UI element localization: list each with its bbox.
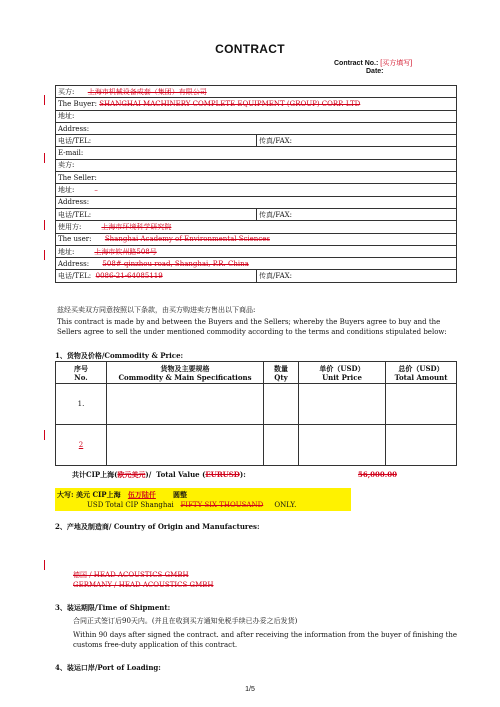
seller-en: The Seller: (56, 172, 457, 184)
col-unit-price-en: Unit Price (322, 372, 362, 382)
section-4-title: 4、装运口岸/Port of Loading: (55, 663, 161, 672)
user-en-value: Shanghai Academy of Environmental Sciences (104, 235, 270, 244)
row-total (386, 425, 457, 466)
col-total-header (386, 362, 457, 384)
section-3-title: 3、装运期限/Time of Shipment: (55, 603, 171, 612)
col-qty-header (264, 362, 299, 384)
row-commodity (107, 384, 264, 425)
intro-en: This contract is made by and between the Buyers and the Sellers; whereby the Buyers agree to buy and the Sellers agree to sell the under mentioned commodity according to the terms and conditions stipulated below: (57, 318, 447, 336)
col-unit-price-header (299, 362, 386, 384)
contract-date-label: Date: (366, 68, 384, 75)
col-no-header (56, 362, 107, 384)
row-qty (264, 425, 299, 466)
seller-address-cn-label: 地址: (58, 186, 75, 195)
row-no: 2 (56, 425, 107, 466)
buyer-en-row (56, 98, 457, 110)
page-number: 1/5 (245, 686, 255, 693)
row-total (386, 384, 457, 425)
row-qty (264, 384, 299, 425)
row-unit-price (299, 425, 386, 466)
revision-bar (44, 560, 45, 570)
user-tel-value: 0086-21-64085119 (95, 272, 163, 281)
origin-en: GERMANY / HEAD ACOUSTICS GMBH (73, 581, 214, 589)
contract-no (334, 58, 412, 68)
col-total-en: Total Amount (394, 372, 448, 382)
section-1-title: 1、货物及价格/Commodity & Price: (55, 351, 184, 360)
buyer-en-label: The Buyer: (58, 99, 97, 108)
total-amount: 56,000.00 (358, 470, 397, 479)
row-no: 1. (56, 384, 107, 425)
total-label-cn: 共计CIP上海 (72, 470, 115, 479)
col-qty-cn: 数量 (274, 363, 288, 373)
revision-bar (44, 430, 45, 440)
table-row (56, 425, 457, 466)
user-cn-value: 上海市环境科学研究院 (101, 222, 172, 231)
total-label-en: Total Value (156, 470, 200, 479)
user-address-cn-value: 上海市钦州路508号 (94, 247, 157, 256)
intro-cn: 兹经买卖双方同意按照以下条款，由买方购进卖方售出以下商品: (57, 306, 256, 314)
contract-no-label: Contract No.: (334, 60, 379, 67)
col-commodity-en: Commodity & Main Specifications (118, 372, 252, 382)
user-en-label: The user: (58, 235, 92, 244)
revision-bar (44, 153, 45, 163)
col-unit-price-cn: 单价（USD） (319, 363, 365, 373)
user-cn-row (56, 221, 457, 233)
origin-cn: 德国 / HEAD ACOUSTICS GMBH (73, 571, 189, 579)
col-no-en: No. (74, 372, 88, 382)
col-commodity-cn: 货物及主要规格 (160, 363, 210, 373)
user-tel-row (56, 270, 257, 282)
user-address-en-label: Address: (58, 259, 90, 268)
seller-address-cn (56, 184, 457, 196)
col-qty-en: Qty (274, 372, 288, 382)
capital-suffix-en: ONLY. (274, 501, 297, 509)
col-commodity-header (107, 362, 264, 384)
seller-address-en: Address: (56, 196, 457, 208)
row-unit-price (299, 384, 386, 425)
buyer-fax: 传真/FAX: (257, 135, 457, 147)
total-currency-cn: 欧元美元 (117, 470, 146, 479)
user-tel-label: 电话/TEL: (58, 272, 92, 281)
contract-no-value: [买方填写] (380, 60, 413, 67)
buyer-en-value: SHANGHAI MACHINERY COMPLETE EQUIPMENT (GROUP) CORP. LTD (99, 99, 361, 108)
buyer-address-en: Address: (56, 122, 457, 134)
buyer-address-cn: 地址: (56, 110, 457, 122)
user-fax: 传真/FAX: (257, 270, 457, 282)
buyer-cn-value: 上海市机械设备成套（集团）有限公司 (87, 87, 207, 96)
seller-cn: 卖方: (56, 159, 457, 171)
capital-en-line (87, 501, 296, 509)
user-cn-label: 使用方: (58, 222, 82, 231)
section-2-title: 2、产地及制造商/ Country of Origin and Manufactures: (55, 522, 260, 531)
contract-title: CONTRACT (215, 42, 285, 56)
user-en-row (56, 233, 457, 245)
parties-table (55, 85, 457, 283)
revision-bar (44, 250, 45, 260)
user-address-en-row (56, 258, 457, 270)
buyer-email: E-mail: (56, 147, 457, 159)
seller-address-cn-value: – (94, 186, 98, 195)
row-commodity (107, 425, 264, 466)
table-row (56, 384, 457, 425)
buyer-tel: 电话/TEL: (56, 135, 257, 147)
capital-label-en: USD Total CIP Shanghai (87, 501, 174, 509)
user-address-en-value: 508# qinzhou road, Shanghai, P.R. China (102, 259, 249, 268)
total-line: 共计CIP上海(欧元美元)/ Total Value (EURUSD): (72, 470, 246, 479)
buyer-cn-row (56, 86, 457, 98)
seller-fax: 传真/FAX: (257, 208, 457, 220)
col-no-cn: 序号 (74, 363, 88, 373)
total-colon: ): (239, 470, 246, 479)
capital-amount-en: FIFTY SIX THOUSAND (180, 501, 264, 509)
revision-bar (44, 220, 45, 230)
capital-cn-line (57, 490, 187, 500)
revision-bar (44, 95, 45, 105)
capital-label-cn: 大写: 美元 CIP上海 (57, 490, 121, 499)
user-address-cn-row (56, 245, 457, 257)
shipment-en: Within 90 days after signed the contract. and after receiving the information from the buyer of finishing the customs free-duty application of this contract. (73, 631, 458, 649)
total-currency-en: EURUSD (205, 470, 240, 479)
buyer-cn-label: 买方: (58, 87, 75, 96)
shipment-cn: 合同正式签订后90天内。(并且在收到买方通知免税手续已办妥之后发货) (73, 617, 298, 625)
capital-amount-cn: 伍万陆仟 (127, 490, 156, 499)
user-address-cn-label: 地址: (58, 247, 75, 256)
capital-suffix-cn: 圆整 (172, 490, 187, 499)
col-total-cn: 总价（USD） (398, 363, 444, 373)
goods-table (55, 361, 457, 466)
seller-tel: 电话/TEL: (56, 208, 257, 220)
